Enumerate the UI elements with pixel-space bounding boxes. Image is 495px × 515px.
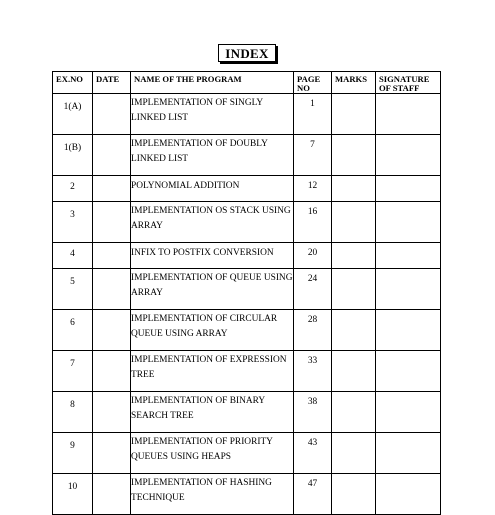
exno-cell: 6 (53, 310, 93, 351)
program-cell: IMPLEMENTATION OF SINGLY LINKED LIST (131, 94, 294, 135)
program-cell: IMPLEMENTATION OF DOUBLY LINKED LIST (131, 135, 294, 176)
program-cell: IMPLEMENTATION OF BINARY SEARCH TREE (131, 392, 294, 433)
column-header-signature: SIGNATURE OF STAFF (376, 72, 441, 94)
exno-cell: 7 (53, 351, 93, 392)
table-row (53, 94, 441, 135)
date-cell (93, 135, 131, 176)
column-header-marks: MARKS (332, 72, 376, 94)
table-row (53, 202, 441, 243)
date-cell (93, 243, 131, 269)
date-cell (93, 433, 131, 474)
signature-cell (376, 474, 441, 515)
table-row (53, 135, 441, 176)
exno-cell: 8 (53, 392, 93, 433)
date-cell (93, 351, 131, 392)
page-cell: 1 (294, 94, 332, 135)
page-cell: 47 (294, 474, 332, 515)
exno-cell: 2 (53, 176, 93, 202)
page-cell: 33 (294, 351, 332, 392)
signature-cell (376, 351, 441, 392)
date-cell (93, 269, 131, 310)
exno-cell: 10 (53, 474, 93, 515)
marks-cell (332, 474, 376, 515)
column-header-page: PAGE NO (294, 72, 332, 94)
marks-cell (332, 392, 376, 433)
marks-cell (332, 243, 376, 269)
date-cell (93, 474, 131, 515)
marks-cell (332, 351, 376, 392)
table-row (53, 392, 441, 433)
signature-cell (376, 433, 441, 474)
marks-cell (332, 94, 376, 135)
page-cell: 38 (294, 392, 332, 433)
page-cell: 28 (294, 310, 332, 351)
marks-cell (332, 433, 376, 474)
column-header-program: NAME OF THE PROGRAM (131, 72, 294, 94)
signature-cell (376, 392, 441, 433)
column-header-date: DATE (93, 72, 131, 94)
exno-cell: 1(A) (53, 94, 93, 135)
page-cell: 20 (294, 243, 332, 269)
program-cell: IMPLEMENTATION OF HASHING TECHNIQUE (131, 474, 294, 515)
exno-cell: 1(B) (53, 135, 93, 176)
signature-cell (376, 135, 441, 176)
signature-cell (376, 94, 441, 135)
marks-cell (332, 202, 376, 243)
page-cell: 7 (294, 135, 332, 176)
program-cell: POLYNOMIAL ADDITION (131, 176, 294, 202)
column-header-exno: EX.NO (53, 72, 93, 94)
marks-cell (332, 269, 376, 310)
exno-cell: 3 (53, 202, 93, 243)
page-cell: 24 (294, 269, 332, 310)
exno-cell: 4 (53, 243, 93, 269)
page-cell: 43 (294, 433, 332, 474)
program-cell: IMPLEMENTATION OF PRIORITY QUEUES USING HEAPS (131, 433, 294, 474)
signature-cell (376, 269, 441, 310)
table-row (53, 243, 441, 269)
marks-cell (332, 176, 376, 202)
page-cell: 16 (294, 202, 332, 243)
table-row (53, 176, 441, 202)
table-row (53, 474, 441, 515)
signature-cell (376, 310, 441, 351)
program-cell: INFIX TO POSTFIX CONVERSION (131, 243, 294, 269)
program-cell: IMPLEMENTATION OS STACK USING ARRAY (131, 202, 294, 243)
table-row (53, 351, 441, 392)
marks-cell (332, 135, 376, 176)
table-row (53, 310, 441, 351)
date-cell (93, 310, 131, 351)
exno-cell: 9 (53, 433, 93, 474)
program-cell: IMPLEMENTATION OF EXPRESSION TREE (131, 351, 294, 392)
program-cell: IMPLEMENTATION OF CIRCULAR QUEUE USING ARRAY (131, 310, 294, 351)
date-cell (93, 94, 131, 135)
header-row (53, 72, 441, 94)
page-cell: 12 (294, 176, 332, 202)
table-row (53, 433, 441, 474)
page-title: INDEX (218, 44, 276, 62)
signature-cell (376, 176, 441, 202)
index-table (52, 71, 441, 515)
date-cell (93, 202, 131, 243)
program-cell: IMPLEMENTATION OF QUEUE USING ARRAY (131, 269, 294, 310)
table-row (53, 269, 441, 310)
signature-cell (376, 202, 441, 243)
date-cell (93, 176, 131, 202)
signature-cell (376, 243, 441, 269)
date-cell (93, 392, 131, 433)
marks-cell (332, 310, 376, 351)
exno-cell: 5 (53, 269, 93, 310)
